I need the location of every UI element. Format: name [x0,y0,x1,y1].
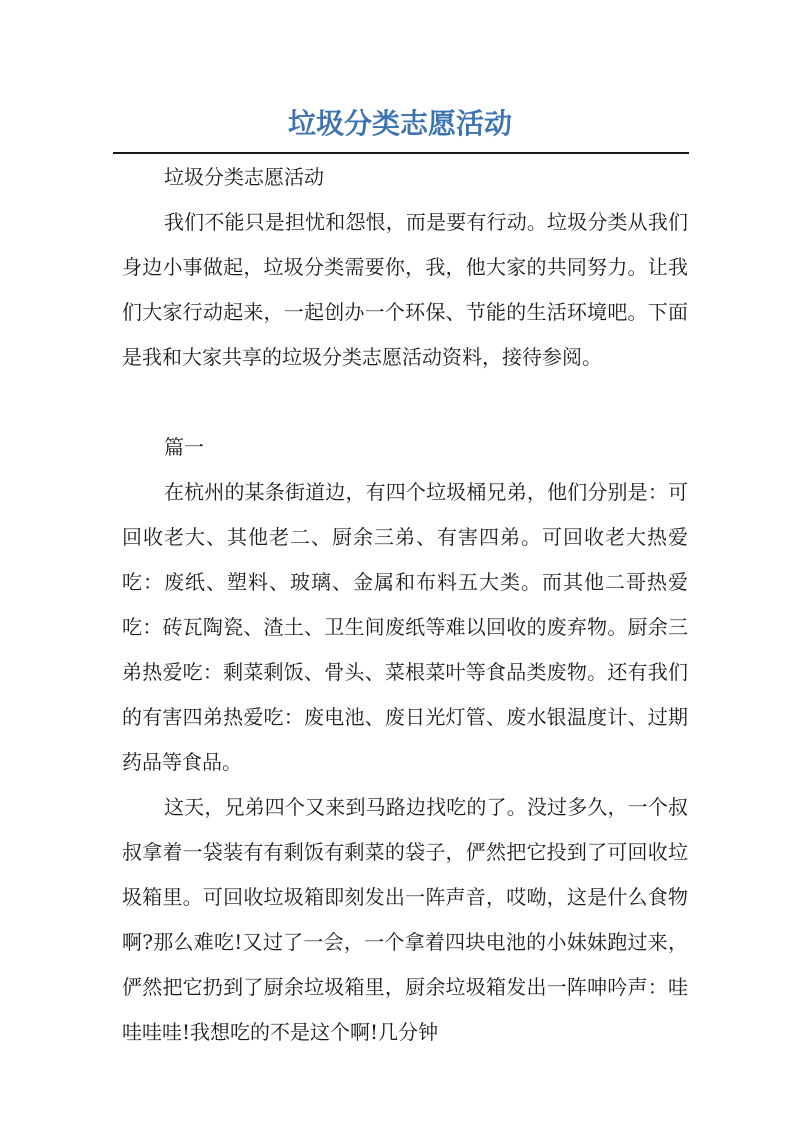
body-paragraph: 在杭州的某条街道边，有四个垃圾桶兄弟，他们分别是：可回收老大、其他老二、厨余三弟、有害四弟。可回收老大热爱吃：废纸、塑料、玻璃、金属和布料五大类。而其他二哥热爱吃：砖瓦陶瓷、渣土、卫生间废纸等难以回收的废弃物。厨余三弟热爱吃：剩菜剩饭、骨头、菜根菜叶等食品类废物。还有我们的有害四弟热爱吃：废电池、废日光灯管、废水银温度计、过期药品等食品。 [122,480,688,774]
title-divider [113,152,689,154]
subtitle-paragraph: 垃圾分类志愿活动 [164,165,324,189]
document-body [122,155,688,1055]
intro-paragraph: 我们不能只是担忧和怨恨，而是要有行动。垃圾分类从我们身边小事做起，垃圾分类需要你，我，他大家的共同努力。让我们大家行动起来，一起创办一个环保、节能的生活环境吧。下面是我和大家共享的垃圾分类志愿活动资料，接待参阅。 [122,210,688,369]
section-heading: 篇一 [164,435,204,459]
document-title: 垃圾分类志愿活动 [287,107,512,140]
body-paragraph: 这天，兄弟四个又来到马路边找吃的了。没过多久，一个叔叔拿着一袋装有有剩饭有剩菜的袋子，俨然把它投到了可回收垃圾箱里。可回收垃圾箱即刻发出一阵声音，哎呦，这是什么食物啊?那么难吃!又过了一会，一个拿着四块电池的小妹妹跑过来，俨然把它扔到了厨余垃圾箱里，厨余垃圾箱发出一阵呻吟声：哇哇哇哇!我想吃的不是这个啊!几分钟 [122,795,688,1044]
blank-line [122,380,688,425]
